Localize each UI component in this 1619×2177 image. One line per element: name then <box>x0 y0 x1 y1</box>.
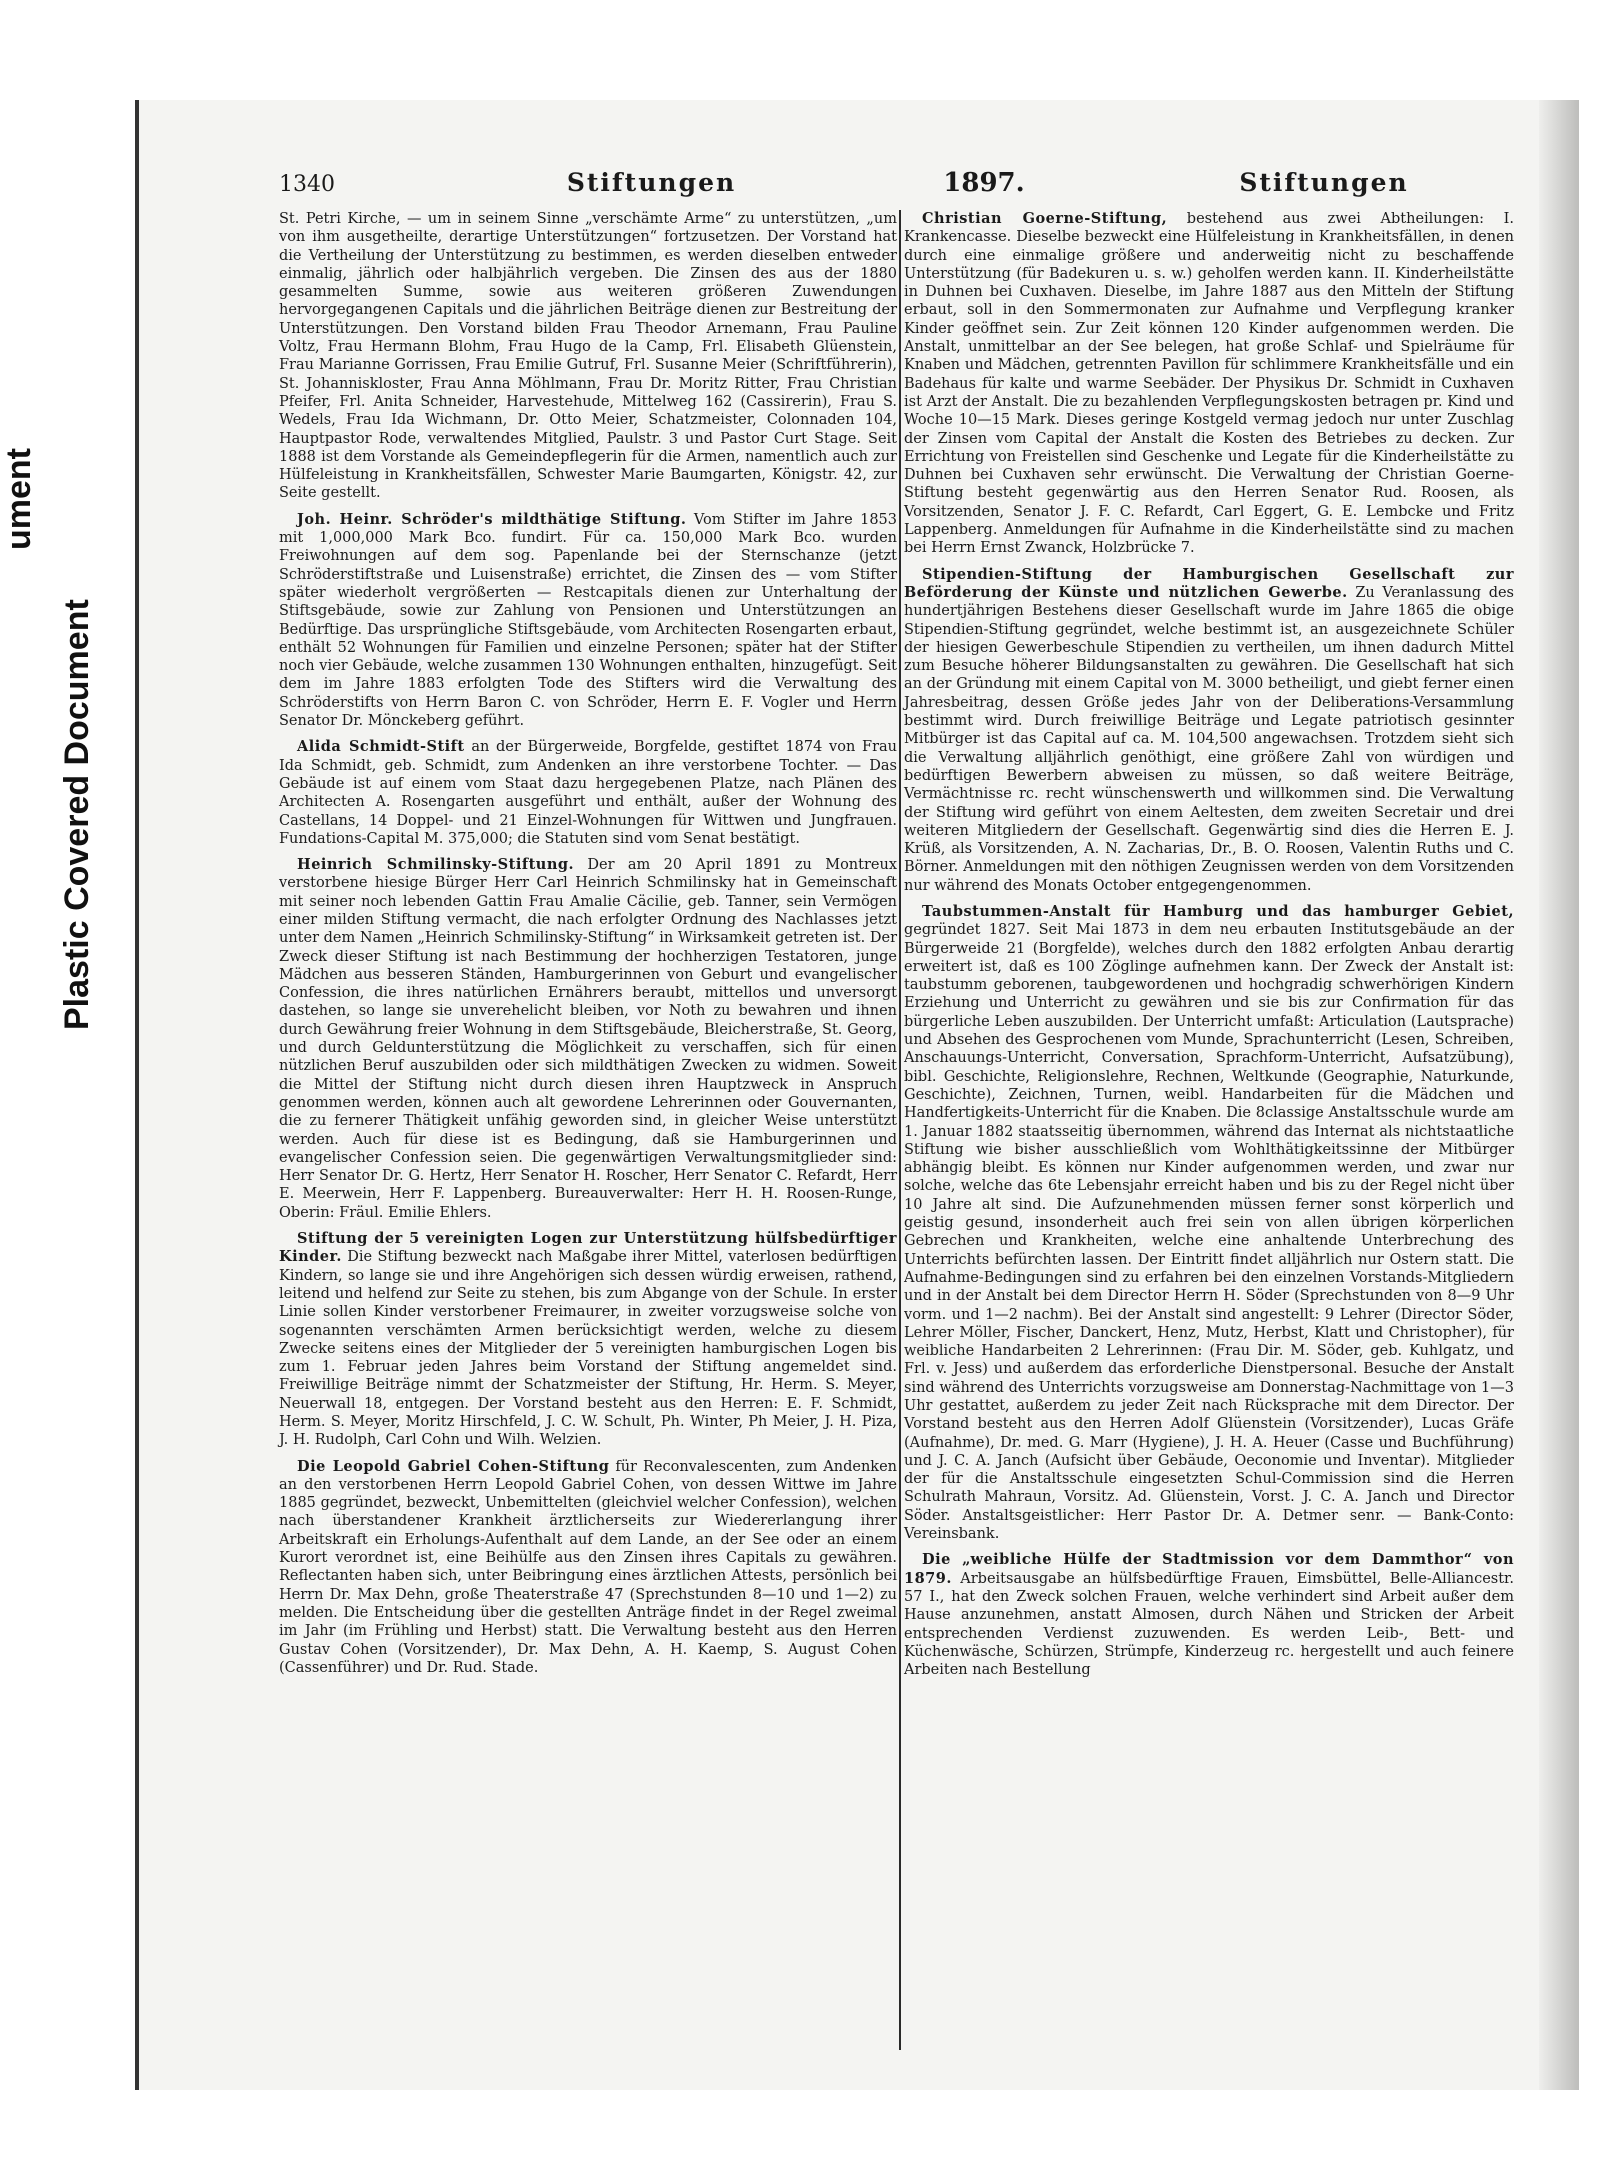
left-running-title: Stiftungen <box>566 168 737 197</box>
page-header <box>279 168 1619 202</box>
year-heading: 1897. <box>943 168 1025 198</box>
entry-heading: Heinrich Schmilinsky-Stiftung. <box>297 856 575 874</box>
entry-heading: Christian Goerne-Stiftung, <box>922 210 1168 227</box>
entry-paragraph: Joh. Heinr. Schröder's mildthätige Stiftung. Vom Stifter im Jahre 1853 mit 1,000,000 Mark Bco. fundirt. Für ca. 150,000 Mark Bco. wurden Freiwohnungen auf dem sog. Papenlande bei der Sternschanze (jetzt Schröderstiftstraße und Luisenstraße) errichtet, die Zinsen des — vom Stifter später wiederholt vergrößerten — Restcapitals dienen zur Unterhaltung der Stiftsgebäude, sowie zur Zahlung von Pensionen und Unterstützungen an Bedürftige. Das ursprüngliche Stiftsgebäude, vom Architecten Rosengarten erbaut, enthält 52 Wohnungen für Familien und einzelne Personen; später hat der Stifter noch vier Gebäude, welche zusammen 130 Wohnungen enthalten, hinzugefügt. Seit dem im Jahre 1883 erfolgten Tode des Stifters wird die Verwaltung des Schröderstifts von Herrn Baron C. von Schröder, Herrn E. F. Vogler und Herrn Senator Dr. Mönckeberg geführt. <box>279 510 898 730</box>
entry-paragraph: Stiftung der 5 vereinigten Logen zur Unterstützung hülfsbedürftiger Kinder. Die Stiftung bezweckt nach Maßgabe ihrer Mittel, vaterlosen bedürftigen Kindern, so lange sie und ihre Angehörigen sich dessen würdig erweisen, rathend, leitend und helfend zur Seite zu stehen, bis zum Abgange von der Schule. In erster Linie sollen Kinder verstorbener Freimaurer, in zweiter vorzugsweise solche von sogenannten verschämten Armen berücksichtigt werden, welche zu diesem Zwecke seitens eines der Mitglieder der 5 vereinigten hamburgischen Logen bis zum 1. Februar jeden Jahres beim Vorstand der Stiftung angemeldet sind. Freiwillige Beiträge nimmt der Schatzmeister der Stiftung, Hr. Herm. S. Meyer, Neuerwall 18, entgegen. Der Vorstand besteht aus den Herren: E. F. Schmidt, Herm. S. Meyer, Moritz Hirschfeld, J. C. W. Schult, Ph. Winter, Ph Meier, J. H. Piza, J. H. Rudolph, Carl Cohn und Wilh. Welzien. <box>279 1230 897 1449</box>
page-number: 1340 <box>279 172 335 197</box>
entry-paragraph: Heinrich Schmilinsky-Stiftung. Der am 20 April 1891 zu Montreux verstorbene hiesige Bürger Herr Carl Heinrich Schmilinsky hat in Gemeinschaft mit seiner noch lebenden Gattin Frau Amalie Cäcilie, geb. Tanner, sein Vermögen einer milden Stiftung vermacht, die nach erfolgter Ordnung des Nachlasses jetzt unter dem Namen „Heinrich Schmilinsky-Stiftung“ in Wirksamkeit getreten ist. Der Zweck dieser Stiftung ist nach Bestimmung der hochherzigen Testatoren, junge Mädchen aus besseren Ständen, Hamburgerinnen von Geburt und evangelischer Confession, die ihres natürlichen Ernährers beraubt, mittellos und unversorgt dastehen, so lange sie unverehelicht bleiben, vor Noth zu bewahren und ihnen durch Gewährung freier Wohnung in dem Stiftsgebäude, Bleicherstraße, St. Georg, und durch Geldunterstützung die Möglichkeit zu verschaffen, sich für einen nützlichen Beruf auszubilden oder sich mildthätigen Zwecken zu widmen. Soweit die Mittel der Stiftung nicht durch diesen ihren Hauptzweck in Anspruch genommen werden, können auch alt gewordene Lehrerinnen oder Gouvernanten, die zu fernerer Thätigkeit unfähig geworden sind, in gleicher Weise unterstützt werden. Auch für diese ist es Bedingung, daß sie Hamburgerinnen und evangelischer Confession seien. Die gegenwärtigen Verwaltungsmitglieder sind: Herr Senator Dr. G. Hertz, Herr Senator H. Roscher, Herr Senator C. Refardt, Herr E. Meerwein, Herr F. Lappenberg. Bureauverwalter: Herr H. H. Roosen-Runge, Oberin: Fräul. Emilie Ehlers. <box>279 856 898 1221</box>
side-label: Plastic Covered Document <box>58 599 96 1030</box>
page-sheet <box>135 100 1579 2090</box>
entry-heading: Die Leopold Gabriel Cohen-Stiftung <box>297 1457 610 1475</box>
entry-heading: Stipendien-Stiftung der Hamburgischen Gesellschaft zur Beförderung der Künste und nützlichen Gewerbe. <box>904 565 1514 601</box>
entry-heading: Alida Schmidt-Stift <box>297 738 465 756</box>
side-label-cut: ument <box>0 448 38 550</box>
entry-paragraph: Stipendien-Stiftung der Hamburgischen Gesellschaft zur Beförderung der Künste und nützlichen Gewerbe. Zu Veranlassung des hundertjährigen Bestehens dieser Gesellschaft wurde im Jahre 1865 die obige Stipendien-Stiftung gegründet, welche bestimmt ist, an ausgezeichnete Schüler der hiesigen Gewerbeschule Stipendien zu vertheilen, um ihnen dadurch Mittel zum Besuche höherer Bildungsanstalten zu gewähren. Die Gesellschaft hat sich an der Gründung mit einem Capital von M. 3000 betheiligt, und giebt ferner einen Jahresbeitrag, dessen Größe jedes Jahr von der Deliberations-Versammlung bestimmt wird. Durch freiwillige Beiträge und Legate patriotisch gesinnter Mitbürger ist das Capital auf ca. M. 104,500 angewachsen. Trotzdem sieht sich die Verwaltung alljährlich genöthigt, eine größere Zahl von würdigen und bedürftigen Bewerbern abweisen zu müssen, so daß weitere Beiträge, Vermächtnisse rc. recht wünschenswerth und willkommen sind. Die Verwaltung der Stiftung wird geführt von einem Aeltesten, dem zweiten Secretair und drei weiteren Mitgliedern der Gesellschaft. Gegenwärtig sind dies die Herren E. J. Krüß, als Vorsitzenden, A. N. Zacharias, Dr., B. O. Roosen, Valentin Ruths und C. Börner. Anmeldungen mit den nöthigen Zeugnissen werden von dem Vorsitzenden nur während des Monats October entgegengenommen. <box>904 565 1515 894</box>
right-column <box>904 210 1514 2050</box>
column-divider <box>899 210 901 2050</box>
entry-paragraph: St. Petri Kirche, — um in seinem Sinne „verschämte Arme“ zu unterstützen, „um von ihm ausgetheilte, derartige Unterstützungen“ fortzusetzen. Der Vorstand hat die Vertheilung der Unterstützung zu bestimmen, es werden dieselben entweder einmalig, jährlich oder halbjährlich vergeben. Die Zinsen des aus der 1880 gesammelten Summe, sowie aus weiteren größeren Zuwendungen hervorgegangenen Capitals und die jährlichen Beiträge dienen zur Bestreitung der Unterstützungen. Den Vorstand bilden Frau Theodor Arnemann, Frau Pauline Voltz, Frau Hermann Blohm, Frau Hugo de la Camp, Frl. Elisabeth Glüenstein, Frau Marianne Gorrissen, Frau Emilie Gutruf, Frl. Susanne Meier (Schriftführerin), St. Johanniskloster, Frau Anna Möhlmann, Frau Dr. Moritz Ritter, Frau Christian Pfeifer, Frl. Anita Schneider, Harvestehude, Mittelweg 162 (Cassirerin), Frau S. Wedels, Frau Ida Wichmann, Dr. Otto Meier, Schatzmeister, Colonnaden 104, Hauptpastor Rode, verwaltendes Mitglied, Paulstr. 3 und Pastor Curt Stage. Seit 1888 ist dem Vorstande als Gemeindepflegerin für die Armen, namentlich auch zur Hülfeleistung in Krankheitsfällen, Schwester Marie Baumgarten, Königstr. 42, zur Seite gestellt. <box>279 211 897 502</box>
right-running-title: Stiftungen <box>1239 168 1409 197</box>
entry-paragraph: Die Leopold Gabriel Cohen-Stiftung für Reconvalescenten, zum Andenken an den verstorbenen Herrn Leopold Gabriel Cohen, von dessen Wittwe im Jahre 1885 gegründet, bezweckt, Unbemittelten (gleichviel welcher Confession), welchen nach überstandener Krankheit ärztlicherseits zur Wiedererlangung ihrer Arbeitskraft ein Erholungs-Aufenthalt auf dem Lande, an der See oder an einem Kurort verordnet ist, eine Beihülfe aus den Zinsen ihres Capitals zu gewähren. Reflectanten haben sich, unter Beibringung eines ärztlichen Attests, persönlich bei Herrn Dr. Max Dehn, große Theaterstraße 47 (Sprechstunden 8—10 und 1—2) zu melden. Die Entscheidung über die gestellten Anträge findet in der Regel zweimal im Jahr (im Frühling und Herbst) statt. Die Verwaltung besteht aus den Herren Gustav Cohen (Vorsitzender), Dr. Max Dehn, A. H. Kaemp, S. August Cohen (Cassenführer) und Dr. Rud. Stade. <box>279 1457 897 1676</box>
entry-heading: Stiftung der 5 vereinigten Logen zur Unterstützung hülfsbedürftiger Kinder. <box>279 1230 897 1266</box>
entry-paragraph: Die „weibliche Hülfe der Stadtmission vor dem Dammthor“ von 1879. Arbeitsausgabe an hülfsbedürftige Frauen, Eimsbüttel, Belle-Alliancestr. 57 I., hat den Zweck solchen Frauen, welche verhindert sind Arbeit außer dem Hause anzunehmen, anstatt Almosen, durch Nähen und Stricken der Arbeit entsprechenden Verdienst zuzuwenden. Es werden Leib-, Bett- und Küchenwäsche, Schürzen, Strümpfe, Kinderzeug rc. hergestellt und auch feinere Arbeiten nach Bestellung <box>904 1551 1514 1679</box>
entry-heading: Die „weibliche Hülfe der Stadtmission vor dem Dammthor“ von 1879. <box>904 1551 1514 1587</box>
entry-paragraph: Taubstummen-Anstalt für Hamburg und das hamburger Gebiet, gegründet 1827. Seit Mai 1873 in dem neu erbauten Institutsgebäude an der Bürgerweide 21 (Borgfelde), welches durch den 1882 erfolgten Anbau derartig erweitert ist, daß es 100 Zöglinge aufnehmen kann. Der Zweck der Anstalt ist: taubstumm geborenen, taubgewordenen und hochgradig schwerhörigen Kindern Erziehung und Unterricht zu gewähren und sie bis zur Confirmation für das bürgerliche Leben auszubilden. Der Unterricht umfaßt: Articulation (Lautsprache) und Absehen des Gesprochenen vom Munde, Sprachunterricht (Lesen, Schreiben, Anschauungs-Unterricht, Conversation, Sprachform-Unterricht, Aufsatzübung), bibl. Geschichte, Religionslehre, Rechnen, Weltkunde (Geographie, Naturkunde, Geschichte), Zeichnen, Turnen, weibl. Handarbeiten für die Mädchen und Handfertigkeits-Unterricht für die Knaben. Die 8classige Anstaltsschule wurde am 1. Januar 1882 staatsseitig übernommen, während das Internat als nichtstaatliche Stiftung wie bisher ausschließlich vom Wohlthätigkeitssinne der Mitbürger abhängig bleibt. Es können nur Kinder aufgenommen werden, und zwar nur solche, welche das 6te Lebensjahr erreicht haben und bis zu der Regel nicht über 10 Jahre alt sind. Die Aufzunehmenden müssen ferner sonst körperlich und geistig gesund, insonderheit auch frei sein von allen übrigen körperlichen Gebrechen und Krankheiten, welche eine anhaltende Unterbrechung des Unterrichts befürchten lassen. Der Eintritt findet alljährlich nur Ostern statt. Die Aufnahme-Bedingungen sind zu erfahren bei den einzelnen Vorstands-Mitgliedern und in der Anstalt bei dem Director Herrn H. Söder (Sprechstunden von 8—9 Uhr vorm. und 1—2 nachm). Bei der Anstalt sind angestellt: 9 Lehrer (Director Söder, Lehrer Möller, Fischer, Danckert, Henz, Mutz, Herbst, Klatt und Christopher), für weibliche Handarbeiten 2 Lehrerinnen: (Frau Dir. M. Söder, geb. Kuhlgatz, und Frl. v. Jess) und außerdem das erforderliche Dienstpersonal. Besuche der Anstalt sind während des Unterrichts vorzugsweise am Donnerstag-Nachmittage von 1—3 Uhr gestattet, außerdem zu jeder Zeit nach Rücksprache mit dem Director. Der Vorstand besteht aus den Herren Adolf Glüenstein (Vorsitzender), Lucas Gräfe (Aufnahme), Dr. med. G. Marr (Hygiene), J. H. A. Heuer (Casse und Buchführung) und J. C. A. Janch (Aufsicht über Gebäude, Oeconomie und Inventar). Mitglieder der für die Anstaltsschule eingesetzten Schul-Commission sind die Herren Schulrath Mahraun, Vorsitz. Ad. Glüenstein, Vorst. J. C. A. Janch und Director Söder. Anstaltsgeistlicher: Herr Pastor Dr. A. Detmer senr. — Bank-Conto: Vereinsbank. <box>904 902 1514 1543</box>
left-column <box>279 210 897 2050</box>
entry-heading: Joh. Heinr. Schröder's mildthätige Stiftung. <box>297 510 687 528</box>
entry-paragraph: Christian Goerne-Stiftung, bestehend aus zwei Abtheilungen: I. Krankencasse. Dieselbe bezweckt eine Hülfeleistung in Krankheitsfällen, in denen durch eine einmalige größere und anderweitig nicht zu beschaffende Unterstützung (für Badekuren u. s. w.) geholfen werden kann. II. Kinderheilstätte in Duhnen bei Cuxhaven. Dieselbe, im Jahre 1887 aus den Mitteln der Stiftung erbaut, soll in den Sommermonaten zur Aufnahme und Verpflegung kranker Kinder geöffnet sein. Zur Zeit können 120 Kinder aufgenommen werden. Die Anstalt, unmittelbar an der See belegen, hat große Schlaf- und Spielräume für Knaben und Mädchen, getrennten Pavillon für schlimmere Krankheitsfälle und ein Badehaus für kalte und warme Seebäder. Der Physikus Dr. Schmidt in Cuxhaven ist Arzt der Anstalt. Die zu bezahlenden Verpflegungskosten betragen pr. Kind und Woche 10—15 Mark. Dieses geringe Kostgeld vermag jedoch nur unter Zuschlag der Zinsen vom Capital der Anstalt die Kosten des Betriebes zu decken. Zur Errichtung von Freistellen sind Geschenke und Legate für die Kinderheilstätte zu Duhnen bei Cuxhaven sehr erwünscht. Die Verwaltung der Christian Goerne-Stiftung besteht gegenwärtig aus den Herren Senator Rud. Roosen, als Vorsitzenden, Senator J. F. C. Refardt, Carl Eggert, G. E. Lembcke und Fritz Lappenberg. Anmeldungen für Aufnahme in die Kinderheilstätte sind zu machen bei Herrn Ernst Zwanck, Holzbrücke 7. <box>904 210 1514 557</box>
entry-paragraph: Alida Schmidt-Stift an der Bürgerweide, Borgfelde, gestiftet 1874 von Frau Ida Schmidt, geb. Schmidt, zum Andenken an ihre verstorbene Tochter. — Das Gebäude ist auf einem vom Staat dazu hergegebenen Platze, nach Plänen des Architecten A. Rosengarten ausgeführt und enthält, außer der Wohnung des Castellans, 14 Doppel- und 21 Einzel-Wohnungen für Wittwen und Jungfrauen. Fundations-Capital M. 375,000; die Statuten sind vom Senat bestätigt. <box>279 738 897 847</box>
entry-heading: Taubstummen-Anstalt für Hamburg und das hamburger Gebiet, <box>922 902 1514 920</box>
page-edge-shadow <box>1539 100 1579 2090</box>
